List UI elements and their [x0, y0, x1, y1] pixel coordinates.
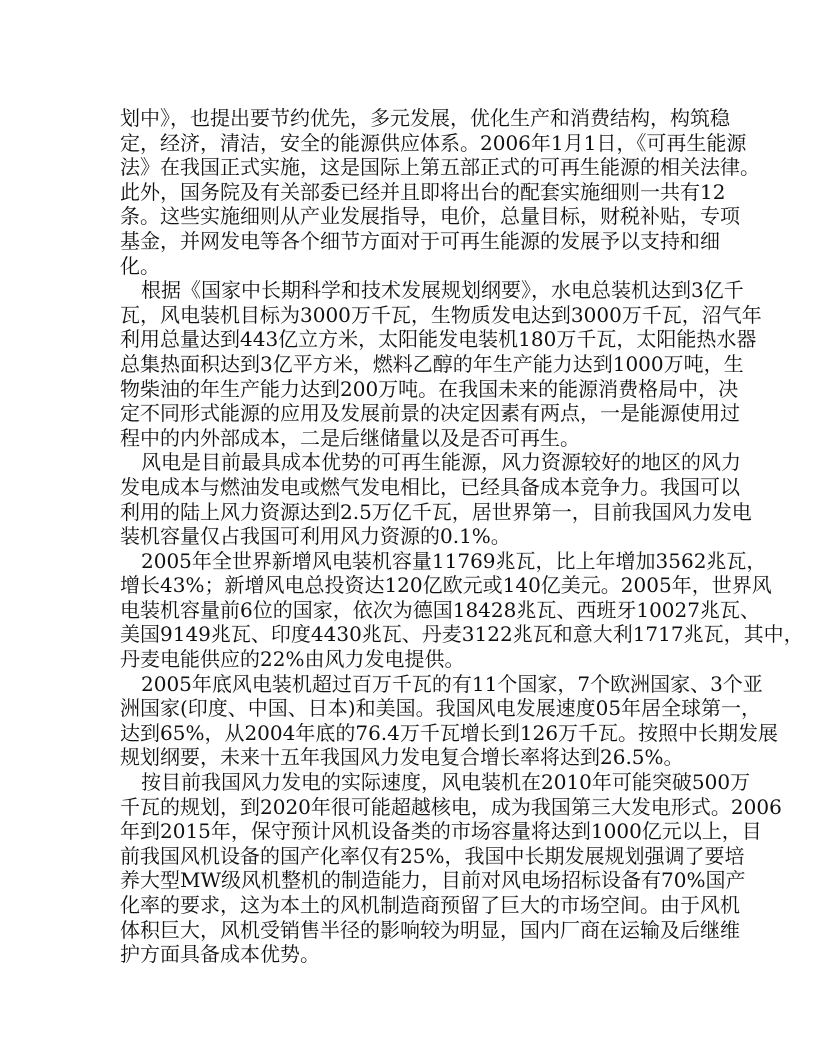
- text-line: 条。这些实施细则从产业发展指导，电价，总量目标，财税补贴，专项: [120, 204, 740, 229]
- text-line: 规划纲要，未来十五年我国风力发电复合增长率将达到26.5%。: [120, 745, 684, 770]
- text-line: 根据《国家中长期科学和技术发展规划纲要》，水电总装机达到3亿千: [141, 278, 744, 303]
- text-line: 2005年全世界新增风电装机容量11769兆瓦，比上年增加3562兆瓦，: [141, 548, 767, 573]
- text-line: 定，经济，清洁，安全的能源供应体系。2006年1月1日，《可再生能源: [120, 130, 747, 155]
- text-line: 体积巨大，风机受销售半径的影响较为明显，国内厂商在运输及后继维: [120, 917, 740, 942]
- text-line: 增长43%；新增风电总投资达120亿欧元或140亿美元。2005年，世界风: [120, 573, 772, 598]
- text-line: 划中》，也提出要节约优先，多元发展，优化生产和消费结构，构筑稳: [120, 106, 730, 130]
- text-line: 洲国家(印度、中国、日本)和美国。我国风电发展速度05年居全球第一，: [120, 696, 762, 721]
- paragraph: [120, 548, 804, 672]
- text-line: 利用总量达到443亿立方米，太阳能发电装机180万千瓦，太阳能热水器: [120, 327, 757, 352]
- text-line: 丹麦电能供应的22%由风力发电提供。: [120, 647, 465, 672]
- text-line: 利用的陆上风力资源达到2.5万亿千瓦，居世界第一，目前我国风力发电: [120, 499, 752, 524]
- text-line: 瓦，风电装机目标为3000万千瓦，生物质发电达到3000万千瓦，沼气年: [120, 302, 762, 327]
- paragraph: [120, 278, 762, 450]
- text-line: 2005年底风电装机超过百万千瓦的有11个国家，7个欧洲国家、3个亚: [141, 671, 763, 696]
- text-line: 电装机容量前6位的国家，依次为德国18428兆瓦、西班牙10027兆瓦、: [120, 597, 760, 622]
- paragraph: [120, 450, 752, 549]
- text-line: 养大型MW级风机整机的制造能力，目前对风电场招标设备有70%国产: [120, 868, 746, 893]
- text-line: 装机容量仅占我国可利用风力资源的0.1%。: [120, 524, 511, 549]
- text-line: 美国9149兆瓦、印度4430兆瓦、丹麦3122兆瓦和意大利1717兆瓦，其中，: [120, 622, 804, 647]
- text-line: 化。: [120, 253, 160, 278]
- text-line: 物柴油的年生产能力达到200万吨。在我国未来的能源消费格局中，决: [120, 376, 739, 401]
- text-line: 护方面具备成本优势。: [120, 942, 320, 967]
- text-line: 定不同形式能源的应用及发展前景的决定因素有两点，一是能源使用过: [120, 401, 740, 426]
- text-line: 风电是目前最具成本优势的可再生能源，风力资源较好的地区的风力: [141, 450, 741, 475]
- paragraph: [120, 671, 779, 770]
- text-line: 达到65%，从2004年底的76.4万千瓦增长到126万千瓦。按照中长期发展: [120, 720, 779, 745]
- text-line: 发电成本与燃油发电或燃气发电相比，已经具备成本竞争力。我国可以: [120, 474, 740, 499]
- text-line: 千瓦的规划，到2020年很可能超越核电，成为我国第三大发电形式。2006: [120, 794, 782, 819]
- document-page: [120, 106, 804, 967]
- text-line: 按目前我国风力发电的实际速度，风电装机在2010年可能突破500万: [141, 770, 751, 795]
- text-line: 程中的内外部成本，二是后继储量以及是否可再生。: [120, 425, 580, 450]
- text-line: 前我国风机设备的国产化率仅有25%，我国中长期发展规划强调了要培: [120, 843, 745, 868]
- paragraph: [120, 106, 760, 278]
- text-line: 总集热面积达到3亿平方米，燃料乙醇的年生产能力达到1000万吨，生: [120, 351, 744, 376]
- text-line: 此外，国务院及有关部委已经并且即将出台的配套实施细则一共有12: [120, 179, 726, 204]
- text-line: 化率的要求，这为本土的风机制造商预留了巨大的市场空间。由于风机: [120, 893, 740, 917]
- text-line: 年到2015年，保守预计风机设备类的市场容量将达到1000亿元以上，目: [120, 819, 762, 844]
- text-line: 法》在我国正式实施，这是国际上第五部正式的可再生能源的相关法律。: [120, 155, 760, 180]
- text-line: 基金，并网发电等各个细节方面对于可再生能源的发展予以支持和细: [120, 228, 720, 253]
- paragraph: [120, 770, 782, 967]
